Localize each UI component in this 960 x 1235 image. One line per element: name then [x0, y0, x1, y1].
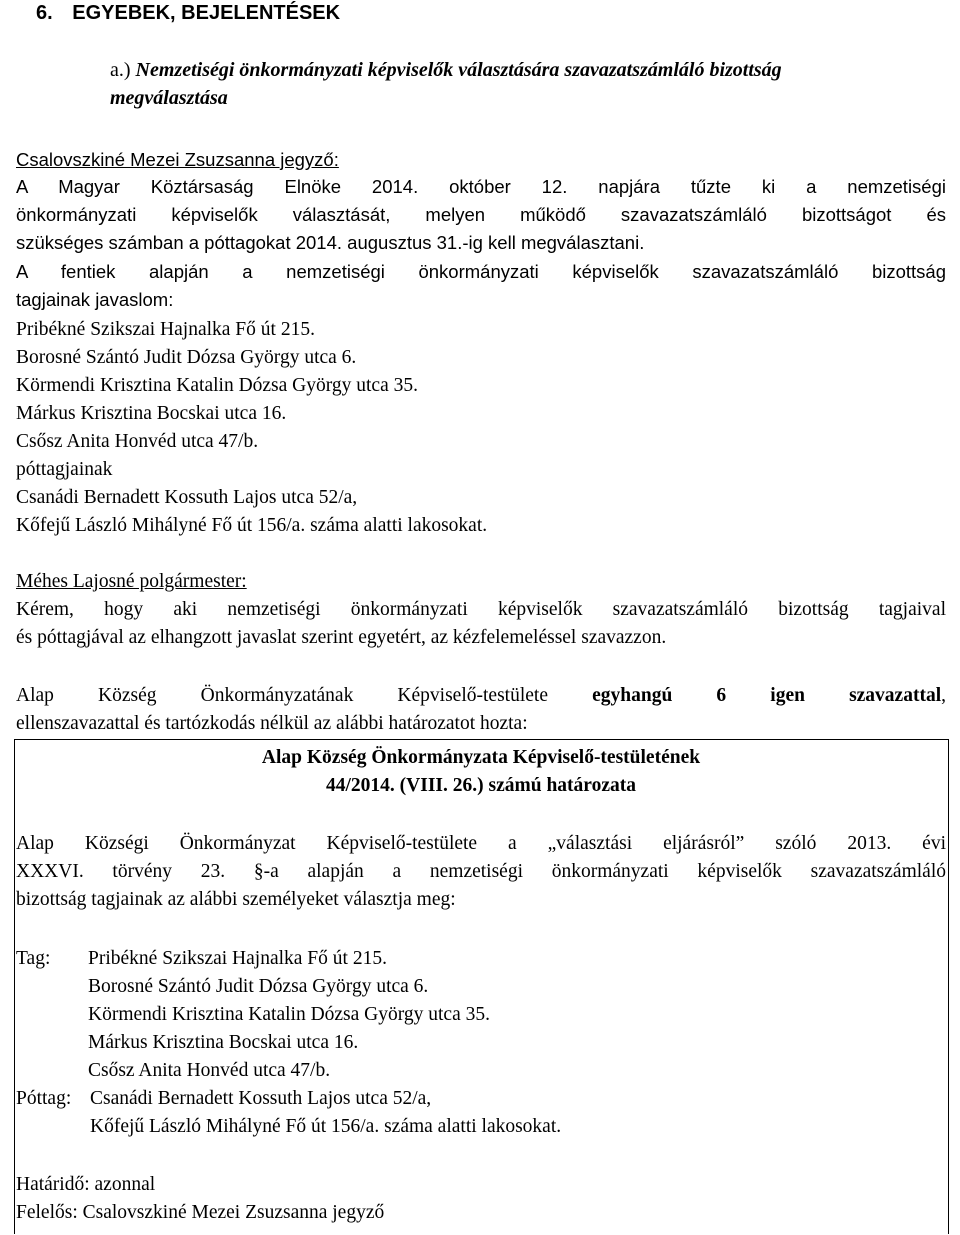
request-line: Kérem, hogy aki nemzetiségi önkormányzati képviselők szavazatszámláló bizottság tagjaival [16, 599, 946, 620]
resolution-body-line: bizottság tagjainak az alábbi személyeket választja meg: [16, 889, 456, 910]
resolution-substitute: Csanádi Bernadett Kossuth Lajos utca 52/a, [90, 1088, 432, 1109]
proposed-member: Pribékné Szikszai Hajnalka Fő út 215. [16, 319, 315, 340]
proposed-substitute: Csanádi Bernadett Kossuth Lajos utca 52/a, [16, 487, 358, 508]
proposed-member: Csősz Anita Honvéd utca 47/b. [16, 431, 259, 452]
vote-line2: ellenszavazattal és tartózkodás nélkül az alábbi határozatot hozta: [16, 713, 528, 734]
request-line: és póttagjával az elhangzott javaslat szerint egyetért, az kézfelemeléssel szavazzon. [16, 627, 667, 648]
section-title: EGYEBEK, BEJELENTÉSEK [72, 2, 341, 24]
proposed-substitute: Kőfejű László Mihályné Fő út 156/a. száma alatti lakosokat. [16, 515, 488, 536]
agenda-prefix: a.) [110, 59, 131, 81]
intro-line: A fentiek alapján a nemzetiségi önkormányzati képviselők szavazatszámláló bizottság [16, 261, 946, 282]
vote-result: egyhangú 6 igen szavazattal [592, 685, 942, 706]
resolution-member: Csősz Anita Honvéd utca 47/b. [88, 1060, 331, 1081]
agenda-title-line2: megválasztása [110, 87, 228, 109]
deadline: Határidő: azonnal [16, 1174, 156, 1195]
substitutes-label: póttagjainak [16, 459, 113, 480]
vote-line [16, 682, 946, 710]
resolution-number: 44/2014. (VIII. 26.) számú határozata [325, 775, 636, 796]
resolution-substitute: Kőfejű László Mihályné Fő út 156/a. száma alatti lakosokat. [90, 1116, 562, 1137]
proposed-member: Borosné Szántó Judit Dózsa György utca 6. [16, 347, 357, 368]
substitutes-label-resolution: Póttag: [16, 1088, 72, 1109]
resolution-body-line: Alap Községi Önkormányzat Képviselő-testülete a „választási eljárásról” szóló 2013. évi [16, 833, 946, 854]
resolution-member: Pribékné Szikszai Hajnalka Fő út 215. [88, 948, 387, 969]
resolution-title: Alap Község Önkormányzata Képviselő-testületének [261, 747, 701, 768]
responsible: Felelős: Csalovszkiné Mezei Zsuzsanna jegyző [16, 1202, 385, 1223]
speaker-mayor: Méhes Lajosné polgármester: [16, 571, 247, 592]
resolution-member: Márkus Krisztina Bocskai utca 16. [88, 1032, 359, 1053]
resolution-member: Körmendi Krisztina Katalin Dózsa György utca 35. [88, 1004, 490, 1025]
resolution-body-line: XXXVI. törvény 23. §-a alapján a nemzetiségi önkormányzati képviselők szavazatszámláló [16, 861, 946, 882]
members-label: Tag: [16, 948, 51, 969]
resolution-member: Borosné Szántó Judit Dózsa György utca 6. [88, 976, 429, 997]
proposed-member: Körmendi Krisztina Katalin Dózsa György utca 35. [16, 375, 418, 396]
intro-line: önkormányzati képviselők választását, melyen működő szavazatszámláló bizottságot és [16, 204, 946, 225]
vote-part2: , [941, 685, 946, 706]
intro-line: szükséges számban a póttagokat 2014. augusztus 31.-ig kell megválasztani. [16, 232, 645, 253]
intro-line: tagjainak javaslom: [16, 289, 174, 310]
intro-line: A Magyar Köztársaság Elnöke 2014. október 12. napjára tűzte ki a nemzetiségi [16, 176, 946, 197]
vote-part1: Alap Község Önkormányzatának Képviselő-testülete [16, 685, 548, 706]
agenda-title-line1: Nemzetiségi önkormányzati képviselők választására szavazatszámláló bizottság [135, 59, 782, 81]
section-number: 6. [36, 2, 53, 24]
agenda-item-title [110, 56, 940, 112]
section-heading [36, 2, 340, 25]
proposed-member: Márkus Krisztina Bocskai utca 16. [16, 403, 287, 424]
speaker-notary: Csalovszkiné Mezei Zsuzsanna jegyző: [16, 149, 339, 170]
